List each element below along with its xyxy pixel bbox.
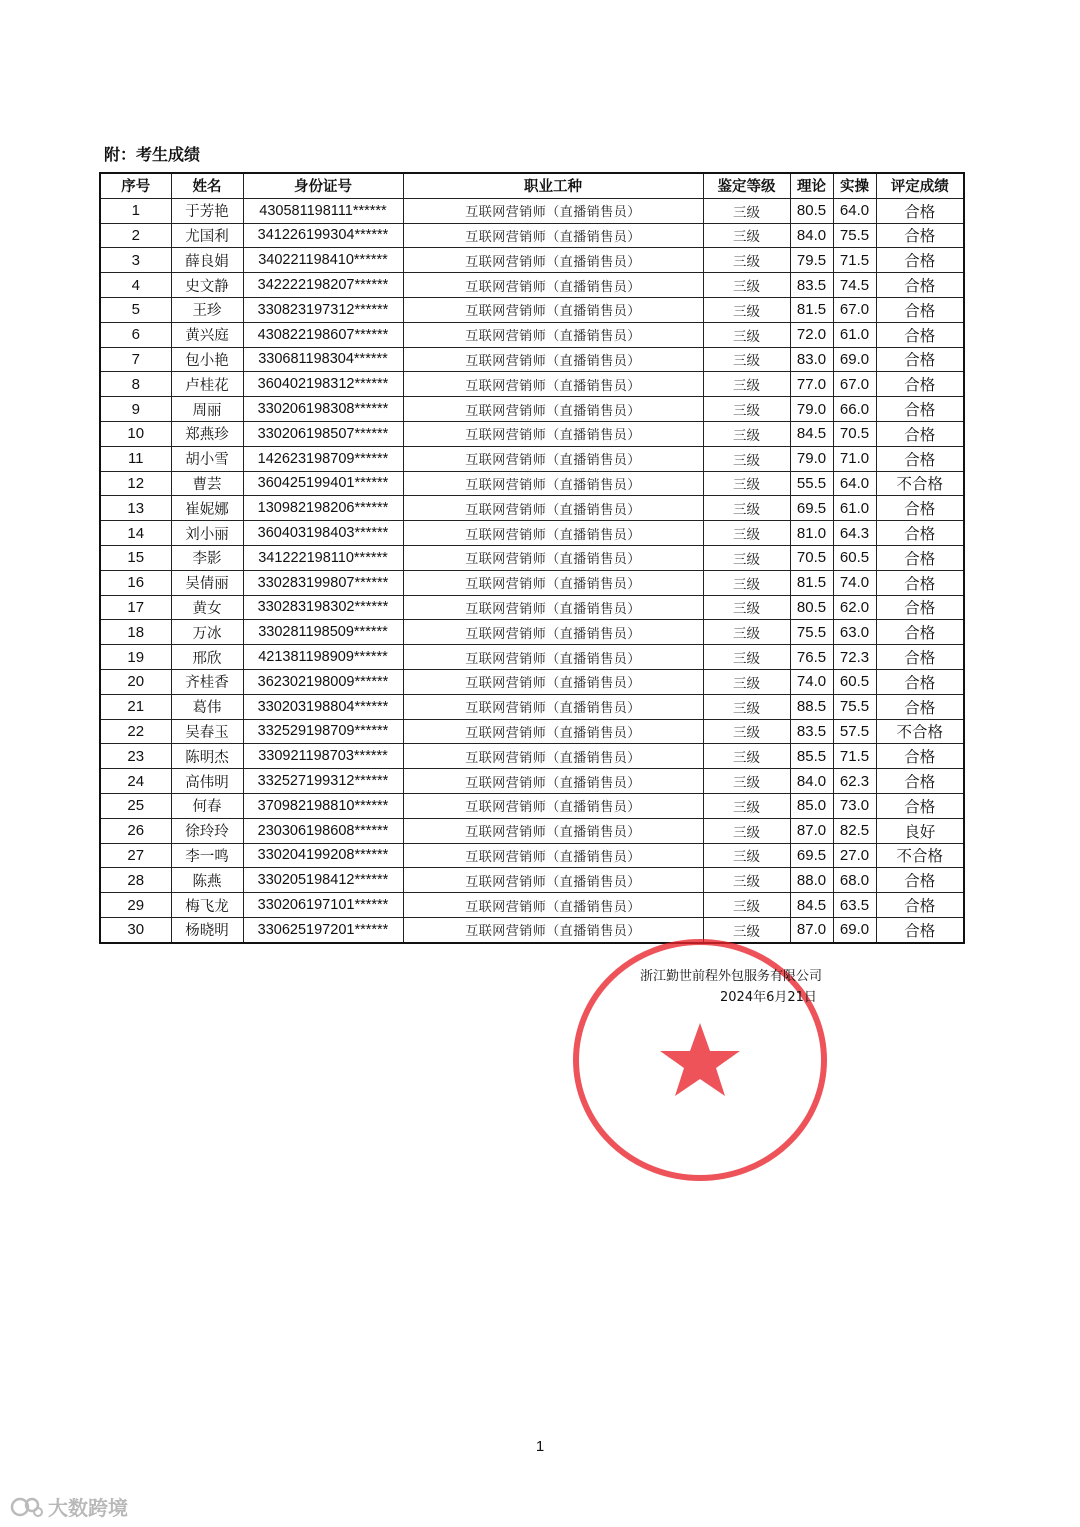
row-theory-score: 81.5 xyxy=(790,297,833,322)
row-practice-score: 69.0 xyxy=(833,917,876,942)
row-id-number: 330823197312****** xyxy=(243,297,403,322)
header-id-number: 身份证号 xyxy=(243,173,403,198)
row-practice-score: 67.0 xyxy=(833,372,876,397)
row-occupation: 互联网营销师（直播销售员） xyxy=(403,744,703,769)
row-practice-score: 61.0 xyxy=(833,496,876,521)
row-theory-score: 83.5 xyxy=(790,273,833,298)
row-level: 三级 xyxy=(703,198,790,223)
row-practice-score: 68.0 xyxy=(833,868,876,893)
row-level: 三级 xyxy=(703,719,790,744)
row-occupation: 互联网营销师（直播销售员） xyxy=(403,793,703,818)
row-theory-score: 84.0 xyxy=(790,223,833,248)
row-theory-score: 70.5 xyxy=(790,545,833,570)
row-id-number: 330681198304****** xyxy=(243,347,403,372)
row-occupation: 互联网营销师（直播销售员） xyxy=(403,818,703,843)
row-occupation: 互联网营销师（直播销售员） xyxy=(403,645,703,670)
row-practice-score: 62.3 xyxy=(833,769,876,794)
row-result: 不合格 xyxy=(876,719,964,744)
row-id-number: 330921198703****** xyxy=(243,744,403,769)
row-level: 三级 xyxy=(703,769,790,794)
table-row xyxy=(100,694,964,719)
row-theory-score: 85.0 xyxy=(790,793,833,818)
row-theory-score: 81.0 xyxy=(790,521,833,546)
row-occupation: 互联网营销师（直播销售员） xyxy=(403,694,703,719)
row-index: 3 xyxy=(100,248,171,273)
row-result: 合格 xyxy=(876,223,964,248)
header-result: 评定成绩 xyxy=(876,173,964,198)
row-level: 三级 xyxy=(703,694,790,719)
row-id-number: 430822198607****** xyxy=(243,322,403,347)
row-index: 27 xyxy=(100,843,171,868)
row-index: 12 xyxy=(100,471,171,496)
row-id-number: 330283199807****** xyxy=(243,570,403,595)
table-row xyxy=(100,893,964,918)
row-level: 三级 xyxy=(703,818,790,843)
row-id-number: 330206198308****** xyxy=(243,397,403,422)
row-index: 26 xyxy=(100,818,171,843)
row-name: 黄兴庭 xyxy=(171,322,243,347)
row-practice-score: 74.5 xyxy=(833,273,876,298)
row-result: 合格 xyxy=(876,347,964,372)
row-index: 24 xyxy=(100,769,171,794)
table-row xyxy=(100,273,964,298)
row-result: 合格 xyxy=(876,421,964,446)
row-practice-score: 72.3 xyxy=(833,645,876,670)
table-row xyxy=(100,769,964,794)
row-id-number: 342222198207****** xyxy=(243,273,403,298)
row-name: 何春 xyxy=(171,793,243,818)
row-name: 周丽 xyxy=(171,397,243,422)
page-number: 1 xyxy=(535,1438,545,1455)
row-theory-score: 84.5 xyxy=(790,421,833,446)
row-name: 崔妮娜 xyxy=(171,496,243,521)
row-practice-score: 66.0 xyxy=(833,397,876,422)
watermark-logo-icon xyxy=(10,1495,44,1519)
row-theory-score: 69.5 xyxy=(790,843,833,868)
row-name: 胡小雪 xyxy=(171,446,243,471)
row-index: 13 xyxy=(100,496,171,521)
row-result: 合格 xyxy=(876,273,964,298)
table-row xyxy=(100,744,964,769)
table-row xyxy=(100,620,964,645)
row-index: 14 xyxy=(100,521,171,546)
row-index: 17 xyxy=(100,595,171,620)
row-result: 合格 xyxy=(876,496,964,521)
section-caption: 附：考生成绩 xyxy=(104,145,201,164)
row-index: 22 xyxy=(100,719,171,744)
row-result: 合格 xyxy=(876,521,964,546)
row-level: 三级 xyxy=(703,347,790,372)
row-level: 三级 xyxy=(703,521,790,546)
row-result: 合格 xyxy=(876,769,964,794)
row-theory-score: 79.0 xyxy=(790,397,833,422)
table-row xyxy=(100,868,964,893)
row-id-number: 430581198111****** xyxy=(243,198,403,223)
row-theory-score: 79.0 xyxy=(790,446,833,471)
table-row xyxy=(100,297,964,322)
header-theory: 理论 xyxy=(790,173,833,198)
row-theory-score: 87.0 xyxy=(790,818,833,843)
row-level: 三级 xyxy=(703,421,790,446)
row-id-number: 142623198709****** xyxy=(243,446,403,471)
row-occupation: 互联网营销师（直播销售员） xyxy=(403,471,703,496)
row-theory-score: 80.5 xyxy=(790,595,833,620)
row-name: 李影 xyxy=(171,545,243,570)
header-occupation: 职业工种 xyxy=(403,173,703,198)
row-level: 三级 xyxy=(703,744,790,769)
row-id-number: 340221198410****** xyxy=(243,248,403,273)
row-id-number: 341222198110****** xyxy=(243,545,403,570)
row-result: 合格 xyxy=(876,645,964,670)
row-occupation: 互联网营销师（直播销售员） xyxy=(403,719,703,744)
row-level: 三级 xyxy=(703,843,790,868)
row-index: 11 xyxy=(100,446,171,471)
row-result: 合格 xyxy=(876,545,964,570)
row-index: 23 xyxy=(100,744,171,769)
row-result: 合格 xyxy=(876,669,964,694)
row-index: 20 xyxy=(100,669,171,694)
table-row xyxy=(100,421,964,446)
table-row xyxy=(100,917,964,942)
table-row xyxy=(100,471,964,496)
row-theory-score: 84.5 xyxy=(790,893,833,918)
row-name: 杨晓明 xyxy=(171,917,243,942)
row-index: 16 xyxy=(100,570,171,595)
row-id-number: 421381198909****** xyxy=(243,645,403,670)
row-theory-score: 55.5 xyxy=(790,471,833,496)
row-occupation: 互联网营销师（直播销售员） xyxy=(403,868,703,893)
row-index: 8 xyxy=(100,372,171,397)
row-id-number: 360403198403****** xyxy=(243,521,403,546)
row-level: 三级 xyxy=(703,645,790,670)
row-theory-score: 85.5 xyxy=(790,744,833,769)
row-practice-score: 82.5 xyxy=(833,818,876,843)
row-theory-score: 88.0 xyxy=(790,868,833,893)
row-result: 合格 xyxy=(876,397,964,422)
row-level: 三级 xyxy=(703,397,790,422)
row-result: 合格 xyxy=(876,297,964,322)
row-level: 三级 xyxy=(703,496,790,521)
row-occupation: 互联网营销师（直播销售员） xyxy=(403,248,703,273)
row-practice-score: 63.0 xyxy=(833,620,876,645)
table-row xyxy=(100,843,964,868)
row-name: 薛良娟 xyxy=(171,248,243,273)
row-occupation: 互联网营销师（直播销售员） xyxy=(403,620,703,645)
row-occupation: 互联网营销师（直播销售员） xyxy=(403,917,703,942)
table-row xyxy=(100,372,964,397)
row-practice-score: 74.0 xyxy=(833,570,876,595)
table-row xyxy=(100,223,964,248)
row-theory-score: 81.5 xyxy=(790,570,833,595)
row-name: 吴春玉 xyxy=(171,719,243,744)
row-index: 15 xyxy=(100,545,171,570)
row-occupation: 互联网营销师（直播销售员） xyxy=(403,669,703,694)
row-theory-score: 84.0 xyxy=(790,769,833,794)
row-index: 25 xyxy=(100,793,171,818)
row-id-number: 330205198412****** xyxy=(243,868,403,893)
row-index: 2 xyxy=(100,223,171,248)
row-theory-score: 75.5 xyxy=(790,620,833,645)
header-name: 姓名 xyxy=(171,173,243,198)
row-practice-score: 75.5 xyxy=(833,223,876,248)
row-result: 合格 xyxy=(876,322,964,347)
row-practice-score: 57.5 xyxy=(833,719,876,744)
row-name: 史文静 xyxy=(171,273,243,298)
row-occupation: 互联网营销师（直播销售员） xyxy=(403,521,703,546)
row-level: 三级 xyxy=(703,372,790,397)
row-level: 三级 xyxy=(703,793,790,818)
table-row xyxy=(100,719,964,744)
row-index: 29 xyxy=(100,893,171,918)
row-occupation: 互联网营销师（直播销售员） xyxy=(403,545,703,570)
table-row xyxy=(100,669,964,694)
row-name: 吴倩丽 xyxy=(171,570,243,595)
row-occupation: 互联网营销师（直播销售员） xyxy=(403,769,703,794)
row-level: 三级 xyxy=(703,893,790,918)
row-name: 郑燕珍 xyxy=(171,421,243,446)
row-theory-score: 88.5 xyxy=(790,694,833,719)
row-practice-score: 63.5 xyxy=(833,893,876,918)
row-practice-score: 60.5 xyxy=(833,669,876,694)
row-result: 合格 xyxy=(876,694,964,719)
row-level: 三级 xyxy=(703,620,790,645)
row-index: 5 xyxy=(100,297,171,322)
row-theory-score: 77.0 xyxy=(790,372,833,397)
row-id-number: 330625197201****** xyxy=(243,917,403,942)
row-id-number: 370982198810****** xyxy=(243,793,403,818)
row-name: 陈燕 xyxy=(171,868,243,893)
row-practice-score: 62.0 xyxy=(833,595,876,620)
row-id-number: 360402198312****** xyxy=(243,372,403,397)
company-name: 浙江勤世前程外包服务有限公司 xyxy=(640,969,823,984)
row-result: 合格 xyxy=(876,198,964,223)
row-id-number: 330281198509****** xyxy=(243,620,403,645)
row-id-number: 330283198302****** xyxy=(243,595,403,620)
row-name: 齐桂香 xyxy=(171,669,243,694)
row-practice-score: 73.0 xyxy=(833,793,876,818)
row-id-number: 341226199304****** xyxy=(243,223,403,248)
row-name: 李一鸣 xyxy=(171,843,243,868)
table-header-row xyxy=(100,173,964,198)
row-theory-score: 76.5 xyxy=(790,645,833,670)
row-level: 三级 xyxy=(703,471,790,496)
row-practice-score: 64.3 xyxy=(833,521,876,546)
row-name: 梅飞龙 xyxy=(171,893,243,918)
row-index: 7 xyxy=(100,347,171,372)
row-occupation: 互联网营销师（直播销售员） xyxy=(403,421,703,446)
table-row xyxy=(100,198,964,223)
row-id-number: 330206198507****** xyxy=(243,421,403,446)
watermark-text: 大数跨境 xyxy=(48,1496,128,1520)
table-row xyxy=(100,521,964,546)
row-id-number: 332527199312****** xyxy=(243,769,403,794)
row-result: 不合格 xyxy=(876,843,964,868)
row-result: 良好 xyxy=(876,818,964,843)
row-practice-score: 64.0 xyxy=(833,471,876,496)
row-occupation: 互联网营销师（直播销售员） xyxy=(403,297,703,322)
row-id-number: 130982198206****** xyxy=(243,496,403,521)
table-row xyxy=(100,496,964,521)
row-result: 合格 xyxy=(876,446,964,471)
row-name: 高伟明 xyxy=(171,769,243,794)
row-level: 三级 xyxy=(703,273,790,298)
row-practice-score: 71.5 xyxy=(833,744,876,769)
row-name: 于芳艳 xyxy=(171,198,243,223)
row-result: 合格 xyxy=(876,744,964,769)
table-row xyxy=(100,818,964,843)
row-theory-score: 79.5 xyxy=(790,248,833,273)
table-row xyxy=(100,347,964,372)
row-name: 王珍 xyxy=(171,297,243,322)
row-name: 刘小丽 xyxy=(171,521,243,546)
row-practice-score: 60.5 xyxy=(833,545,876,570)
row-name: 曹芸 xyxy=(171,471,243,496)
row-occupation: 互联网营销师（直播销售员） xyxy=(403,446,703,471)
table-body xyxy=(100,198,964,942)
row-result: 合格 xyxy=(876,595,964,620)
row-occupation: 互联网营销师（直播销售员） xyxy=(403,570,703,595)
table-row xyxy=(100,793,964,818)
row-occupation: 互联网营销师（直播销售员） xyxy=(403,595,703,620)
row-theory-score: 83.5 xyxy=(790,719,833,744)
row-occupation: 互联网营销师（直播销售员） xyxy=(403,223,703,248)
row-index: 28 xyxy=(100,868,171,893)
row-theory-score: 72.0 xyxy=(790,322,833,347)
row-level: 三级 xyxy=(703,545,790,570)
row-result: 合格 xyxy=(876,893,964,918)
row-id-number: 362302198009****** xyxy=(243,669,403,694)
row-index: 21 xyxy=(100,694,171,719)
table-row xyxy=(100,397,964,422)
header-index: 序号 xyxy=(100,173,171,198)
row-theory-score: 87.0 xyxy=(790,917,833,942)
row-result: 不合格 xyxy=(876,471,964,496)
row-level: 三级 xyxy=(703,322,790,347)
table-row xyxy=(100,446,964,471)
row-name: 黄女 xyxy=(171,595,243,620)
row-index: 10 xyxy=(100,421,171,446)
row-occupation: 互联网营销师（直播销售员） xyxy=(403,893,703,918)
row-practice-score: 69.0 xyxy=(833,347,876,372)
row-practice-score: 61.0 xyxy=(833,322,876,347)
row-level: 三级 xyxy=(703,248,790,273)
header-practice: 实操 xyxy=(833,173,876,198)
row-practice-score: 70.5 xyxy=(833,421,876,446)
row-level: 三级 xyxy=(703,223,790,248)
watermark xyxy=(10,1492,128,1521)
scores-table xyxy=(99,172,965,944)
row-name: 葛伟 xyxy=(171,694,243,719)
row-name: 陈明杰 xyxy=(171,744,243,769)
row-result: 合格 xyxy=(876,868,964,893)
row-index: 6 xyxy=(100,322,171,347)
seal-star-icon xyxy=(660,1023,740,1096)
row-name: 万冰 xyxy=(171,620,243,645)
row-id-number: 332529198709****** xyxy=(243,719,403,744)
row-id-number: 230306198608****** xyxy=(243,818,403,843)
row-name: 徐玲玲 xyxy=(171,818,243,843)
row-theory-score: 80.5 xyxy=(790,198,833,223)
row-name: 包小艳 xyxy=(171,347,243,372)
header-level: 鉴定等级 xyxy=(703,173,790,198)
table-row xyxy=(100,645,964,670)
row-id-number: 330206197101****** xyxy=(243,893,403,918)
row-result: 合格 xyxy=(876,620,964,645)
row-name: 卢桂花 xyxy=(171,372,243,397)
row-theory-score: 74.0 xyxy=(790,669,833,694)
table-row xyxy=(100,248,964,273)
row-occupation: 互联网营销师（直播销售员） xyxy=(403,322,703,347)
row-occupation: 互联网营销师（直播销售员） xyxy=(403,372,703,397)
row-occupation: 互联网营销师（直播销售员） xyxy=(403,843,703,868)
row-occupation: 互联网营销师（直播销售员） xyxy=(403,198,703,223)
row-level: 三级 xyxy=(703,595,790,620)
row-id-number: 360425199401****** xyxy=(243,471,403,496)
row-index: 9 xyxy=(100,397,171,422)
row-theory-score: 69.5 xyxy=(790,496,833,521)
row-index: 4 xyxy=(100,273,171,298)
row-level: 三级 xyxy=(703,868,790,893)
row-index: 1 xyxy=(100,198,171,223)
signature-date: 2024年6月21日 xyxy=(720,990,817,1005)
row-level: 三级 xyxy=(703,669,790,694)
row-index: 30 xyxy=(100,917,171,942)
table-row xyxy=(100,570,964,595)
row-practice-score: 67.0 xyxy=(833,297,876,322)
row-result: 合格 xyxy=(876,570,964,595)
table-row xyxy=(100,322,964,347)
row-index: 18 xyxy=(100,620,171,645)
row-occupation: 互联网营销师（直播销售员） xyxy=(403,273,703,298)
row-level: 三级 xyxy=(703,570,790,595)
table-row xyxy=(100,545,964,570)
row-theory-score: 83.0 xyxy=(790,347,833,372)
row-practice-score: 71.5 xyxy=(833,248,876,273)
row-practice-score: 27.0 xyxy=(833,843,876,868)
row-result: 合格 xyxy=(876,372,964,397)
row-result: 合格 xyxy=(876,248,964,273)
row-occupation: 互联网营销师（直播销售员） xyxy=(403,397,703,422)
row-id-number: 330203198804****** xyxy=(243,694,403,719)
row-practice-score: 64.0 xyxy=(833,198,876,223)
row-name: 尤国利 xyxy=(171,223,243,248)
table-row xyxy=(100,595,964,620)
row-name: 邢欣 xyxy=(171,645,243,670)
row-result: 合格 xyxy=(876,793,964,818)
row-practice-score: 75.5 xyxy=(833,694,876,719)
row-level: 三级 xyxy=(703,297,790,322)
row-occupation: 互联网营销师（直播销售员） xyxy=(403,496,703,521)
row-level: 三级 xyxy=(703,917,790,942)
row-result: 合格 xyxy=(876,917,964,942)
row-index: 19 xyxy=(100,645,171,670)
row-occupation: 互联网营销师（直播销售员） xyxy=(403,347,703,372)
row-practice-score: 71.0 xyxy=(833,446,876,471)
row-level: 三级 xyxy=(703,446,790,471)
row-id-number: 330204199208****** xyxy=(243,843,403,868)
